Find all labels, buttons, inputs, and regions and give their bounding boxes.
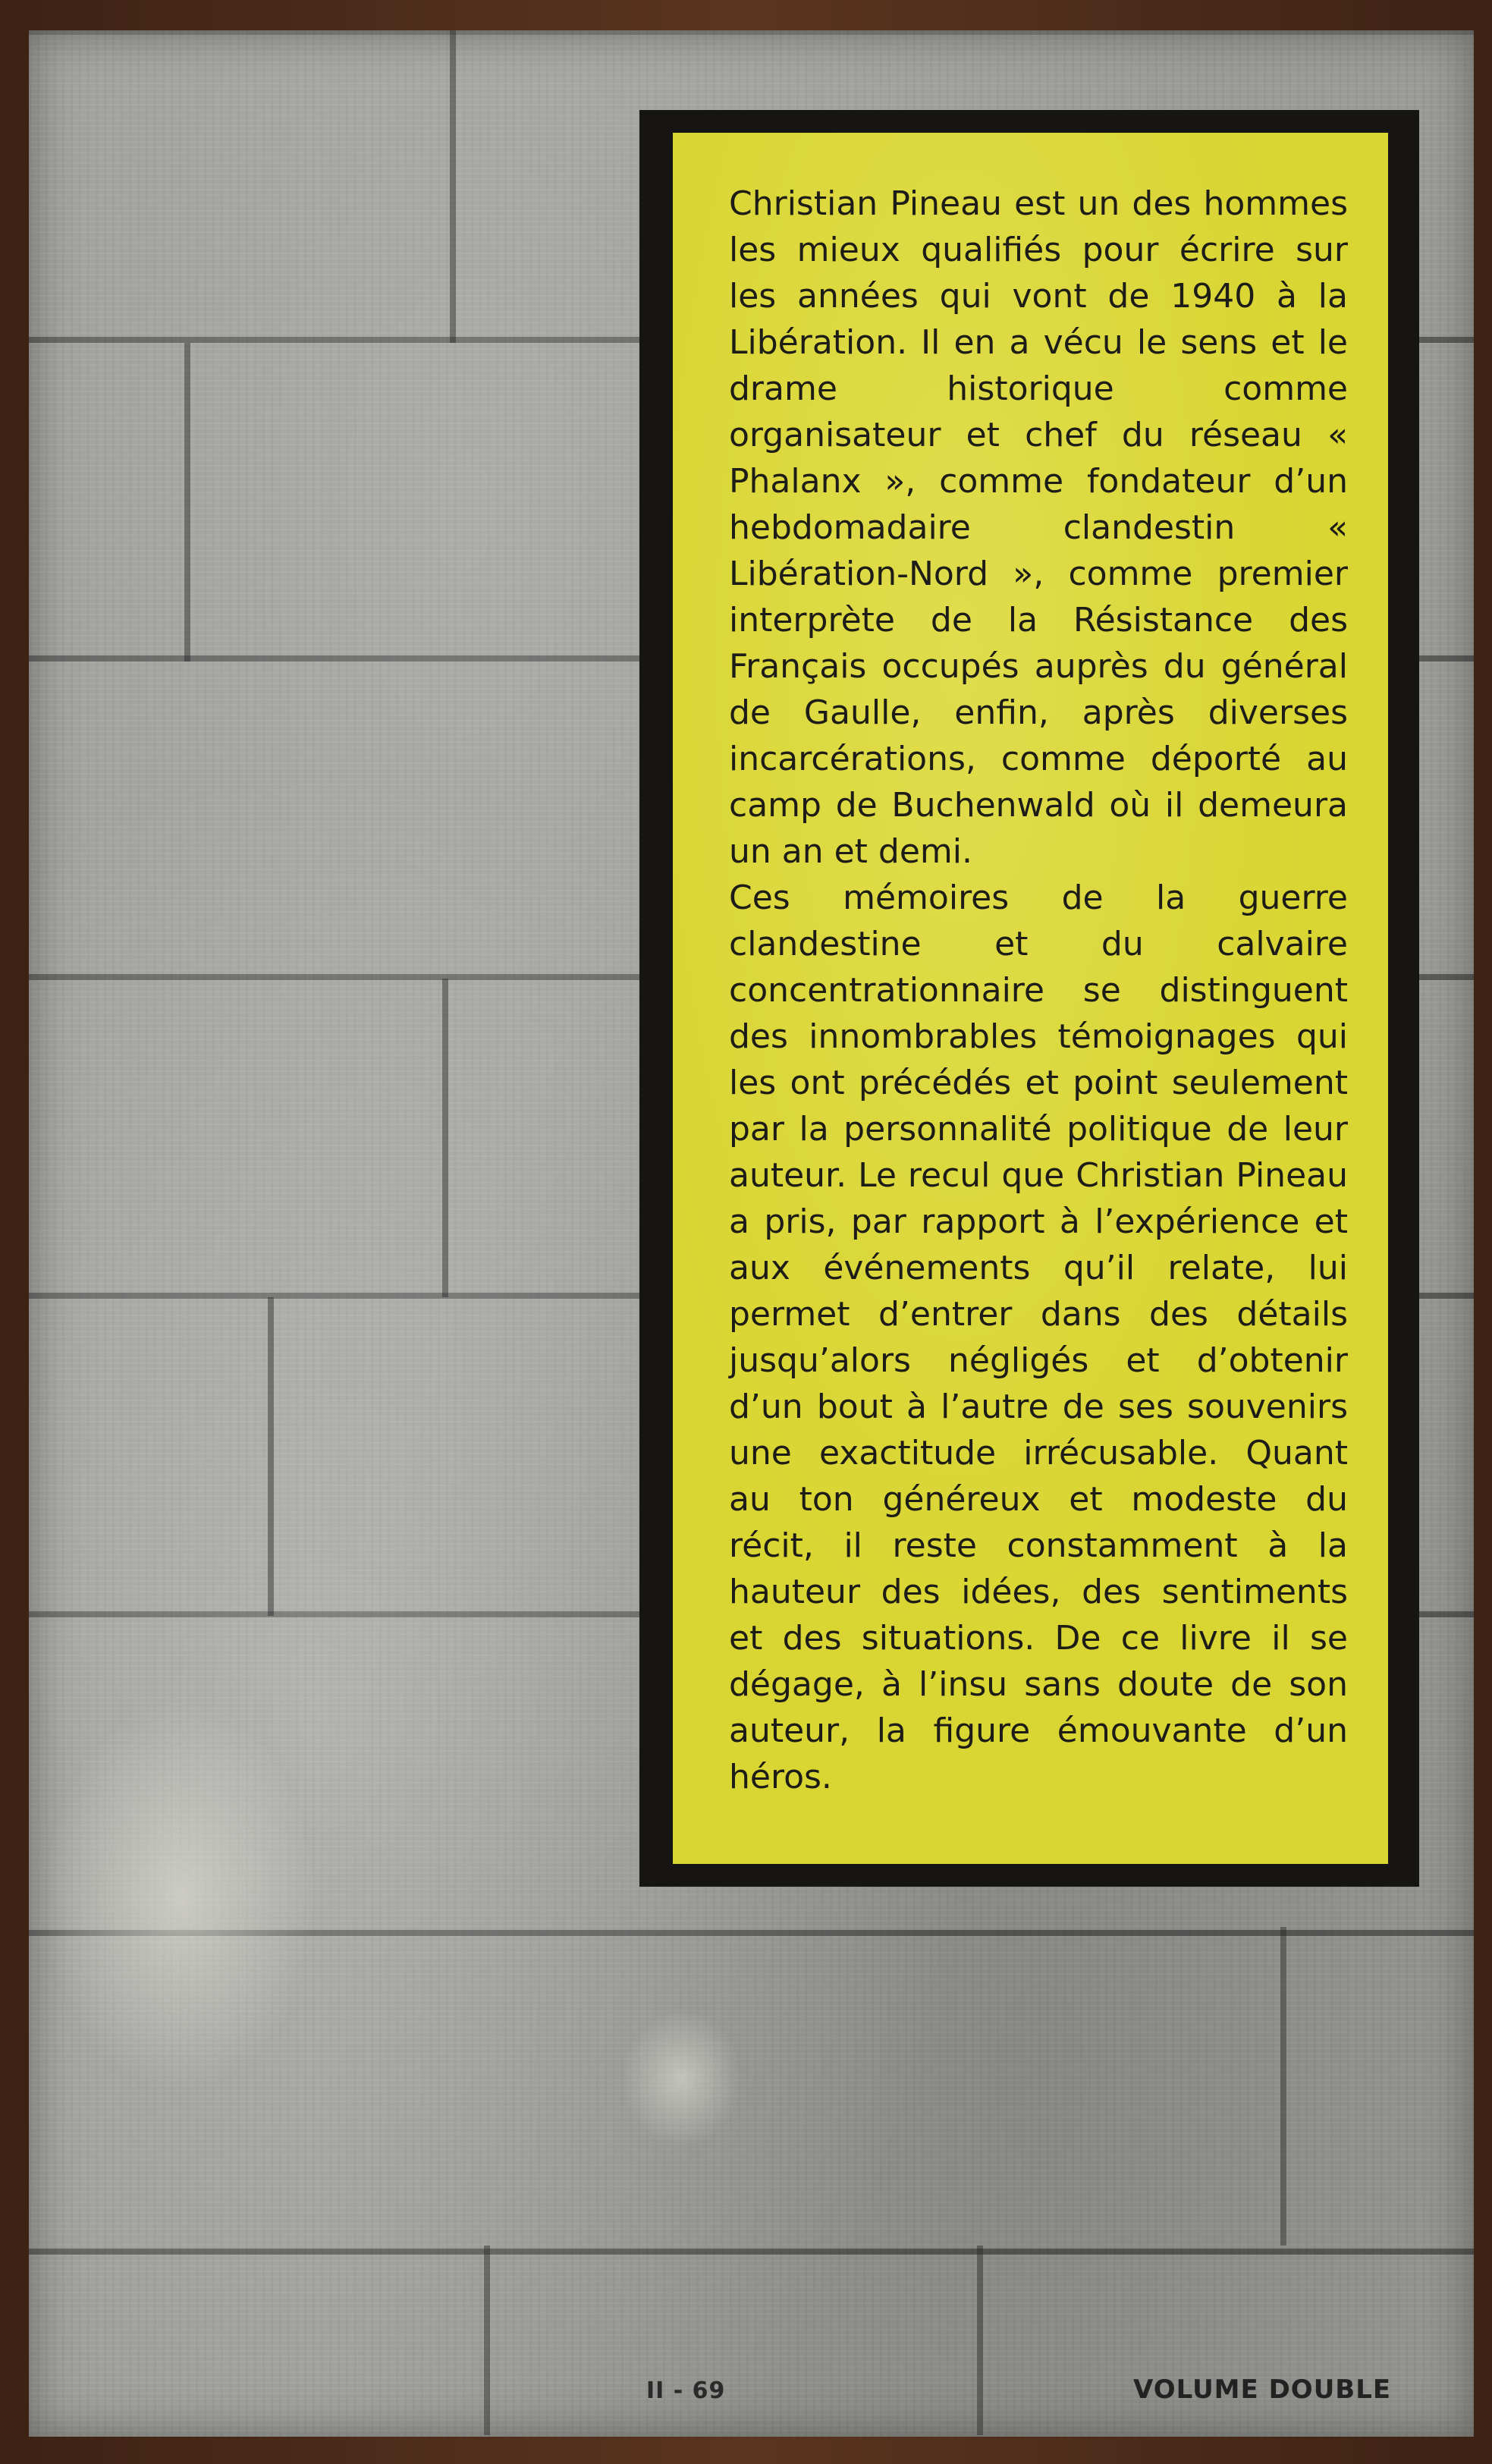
catalog-code: II - 69 bbox=[646, 2378, 726, 2404]
wall-joint bbox=[442, 979, 448, 1297]
volume-label: VOLUME DOUBLE bbox=[1133, 2374, 1392, 2405]
wall-joint bbox=[1280, 1927, 1286, 2246]
wall-joint bbox=[268, 1297, 274, 1616]
back-cover-blurb bbox=[729, 181, 1348, 1800]
wall-joint bbox=[977, 2246, 983, 2435]
wall-joint bbox=[184, 343, 190, 662]
blurb-paragraph-2: Ces mémoires de la guerre clandestine et du calvaire concentrationnaire se distinguent des innombrables témoignages qui les ont précédés et point seulement par la personnalité politique de leur auteur. Le recul que Christian Pineau a pris, par rapport à l’expérience et aux événements qu’il relate, lui permet d’entrer dans des détails jusqu’alors négligés et d’obtenir d’un bout à l’autre de ses souvenirs une exactitude irrécusable. Quant au ton généreux et modeste du récit, il reste constamment à la hauteur des idées, des sentiments et des situations. De ce livre il se dégage, à l’insu sans doute de son auteur, la figure émouvante d’un héros. bbox=[729, 878, 1348, 1796]
wall-stain bbox=[620, 2010, 742, 2147]
wall-joint bbox=[450, 30, 456, 343]
wall-joint bbox=[484, 2246, 490, 2435]
blurb-paragraph-1: Christian Pineau est un des hommes les mieux qualifiés pour écrire sur les années qui vont de 1940 à la Libération. Il en a vécu le sens et le drame historique comme organisateur et chef du réseau « Phalanx », comme fondateur d’un hebdomadaire clandestin « Libération-Nord », comme premier interprète de la Résistance des Français occupés auprès du général de Gaulle, enfin, après diverses incarcérations, comme déporté au camp de Buchenwald où il demeura un an et demi. bbox=[729, 184, 1348, 871]
wall-stain bbox=[44, 1699, 317, 2094]
